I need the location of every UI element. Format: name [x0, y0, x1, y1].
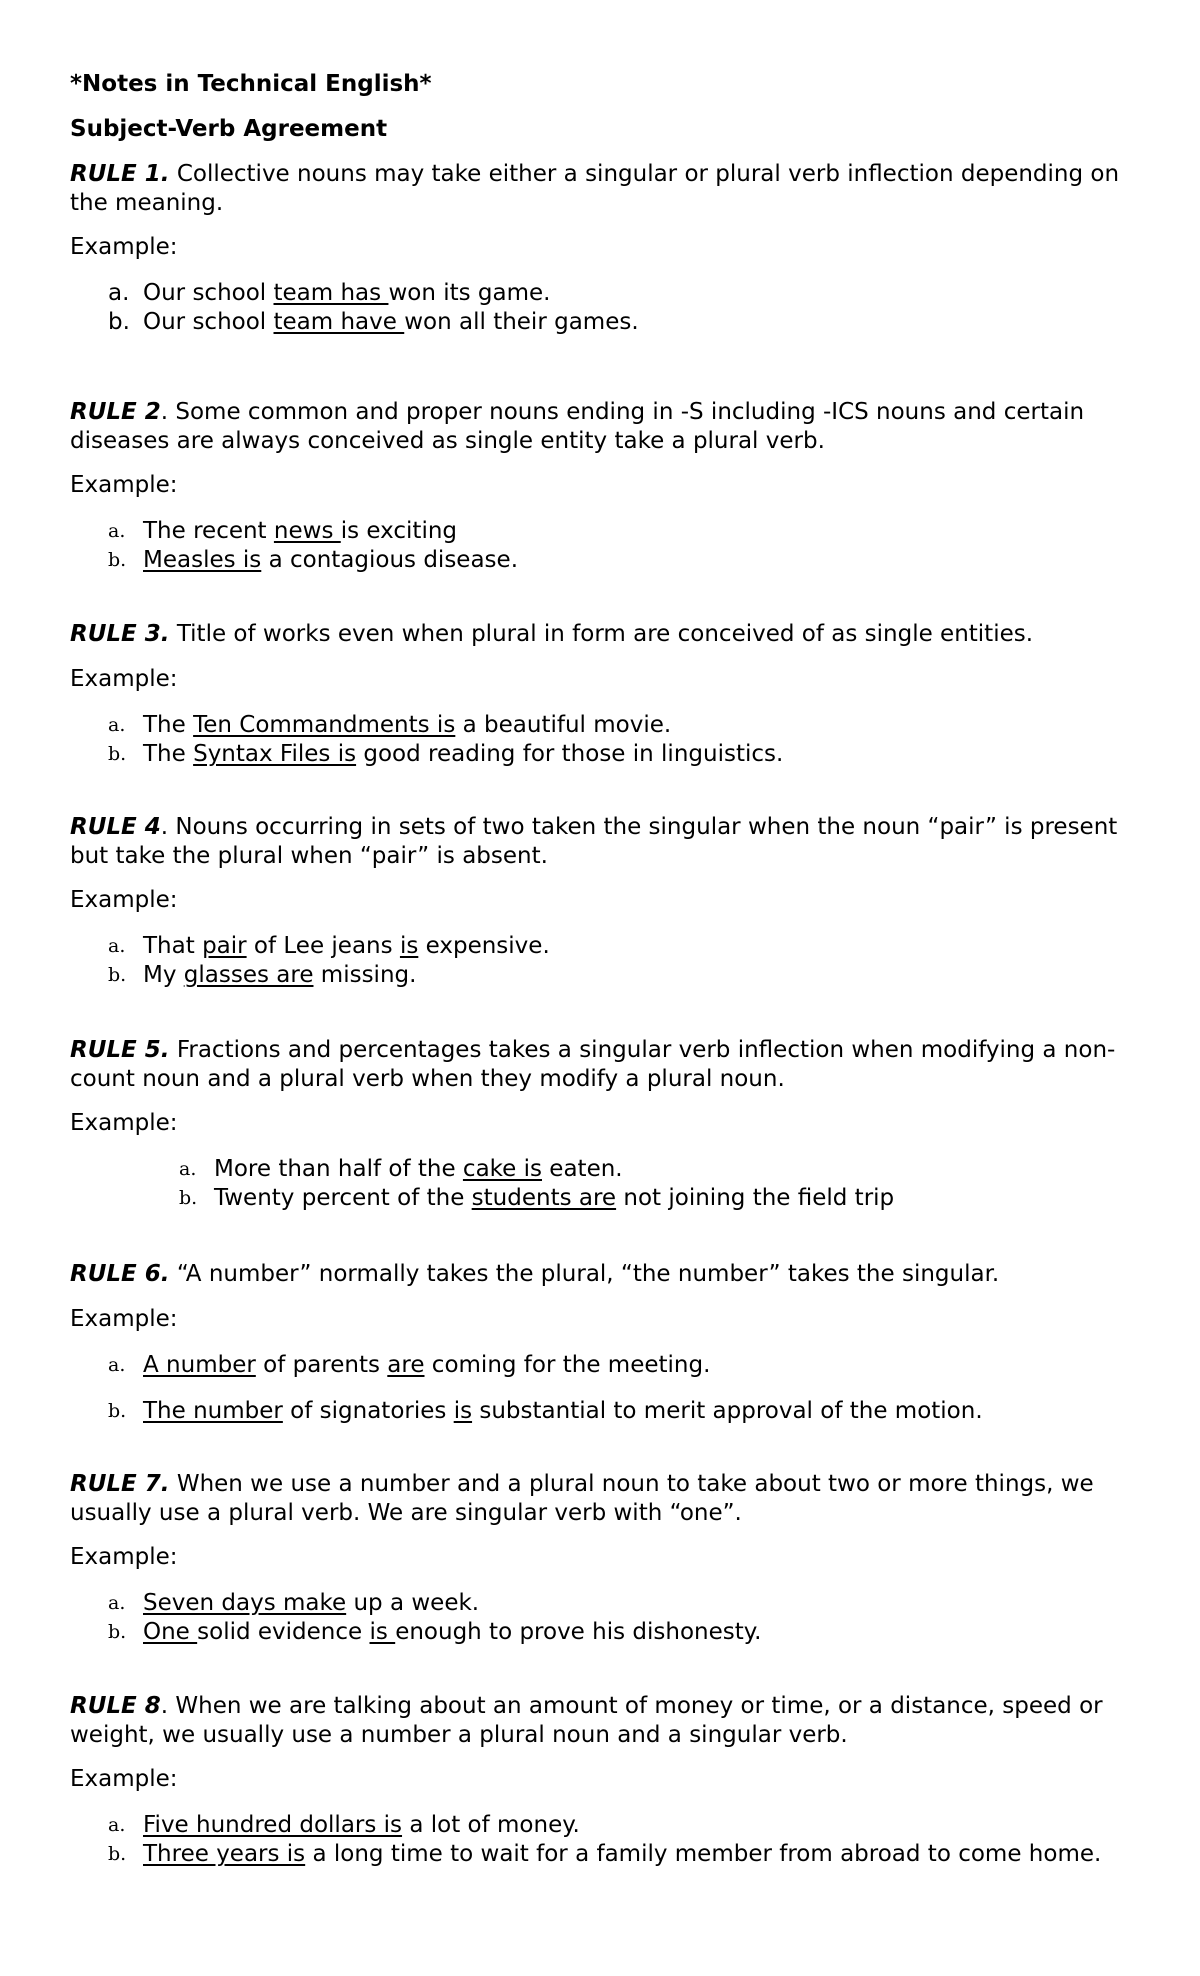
example-marker: a. — [108, 935, 126, 957]
underlined-phrase: A number — [143, 1352, 256, 1378]
rule-1-examples — [108, 279, 639, 337]
example-item — [108, 1351, 983, 1380]
example-text: eaten. — [542, 1156, 623, 1182]
example-text: enough to prove his dishonesty. — [395, 1619, 762, 1645]
example-text: My — [143, 962, 184, 988]
example-marker: a. — [108, 1354, 126, 1376]
underlined-phrase: Three years is — [143, 1841, 306, 1867]
rule-3 — [70, 620, 1150, 649]
example-marker: a. — [108, 520, 126, 542]
example-item — [108, 546, 518, 575]
example-text: of signatories — [282, 1398, 454, 1424]
example-item — [108, 1618, 761, 1647]
underlined-phrase: The number — [143, 1398, 283, 1424]
rule-5-label: RULE 5. — [70, 1037, 170, 1063]
example-text: The recent — [143, 518, 274, 544]
rule-4-examples — [108, 932, 550, 990]
example-text: Our school — [143, 280, 274, 306]
example-marker: b. — [179, 1187, 198, 1209]
example-item — [108, 711, 783, 740]
rule-6-examples — [108, 1351, 983, 1426]
rule-6-example-label: Example: — [70, 1306, 178, 1332]
section-heading: Subject-Verb Agreement — [70, 116, 388, 142]
rule-7-label: RULE 7. — [70, 1471, 170, 1497]
example-text: a long time to wait for a family member from abroad to come home. — [305, 1841, 1102, 1867]
example-marker: a. — [108, 280, 130, 306]
example-text: coming for the meeting. — [424, 1352, 711, 1378]
underlined-phrase: team have — [273, 309, 405, 335]
example-text: solid evidence — [197, 1619, 370, 1645]
rule-8-label: RULE 8 — [70, 1693, 161, 1719]
rule-4-text: . Nouns occurring in sets of two taken the singular when the noun “pair” is present but take the plural when “pair” is absent. — [70, 814, 1118, 869]
rule-4 — [70, 813, 1150, 871]
example-text: won all their games. — [404, 309, 639, 335]
example-marker: b. — [108, 549, 127, 571]
rule-3-example-label: Example: — [70, 666, 178, 692]
rule-4-label: RULE 4 — [70, 814, 161, 840]
example-text: Twenty percent of the — [214, 1185, 472, 1211]
example-item — [179, 1184, 894, 1213]
rule-1-example-label: Example: — [70, 234, 178, 260]
example-marker: b. — [108, 309, 130, 335]
rule-4-example-label: Example: — [70, 887, 178, 913]
rule-8-examples — [108, 1811, 1123, 1869]
underlined-phrase: Syntax Files is — [193, 741, 357, 767]
underlined-phrase: is — [453, 1398, 473, 1424]
underlined-phrase: cake is — [462, 1156, 542, 1182]
example-marker: a. — [108, 714, 126, 736]
example-marker: a. — [108, 1592, 126, 1614]
underlined-phrase: news — [273, 518, 341, 544]
example-item — [108, 517, 518, 546]
rule-8-example-label: Example: — [70, 1766, 178, 1792]
example-text: More than half of the — [214, 1156, 463, 1182]
underlined-phrase: Measles is — [143, 547, 262, 573]
rule-5-examples — [179, 1155, 894, 1213]
underlined-phrase: team has — [273, 280, 389, 306]
rule-2 — [70, 398, 1150, 456]
underlined-phrase: is — [369, 1619, 396, 1645]
underlined-phrase: are — [387, 1352, 425, 1378]
underlined-phrase: is — [399, 933, 419, 959]
example-text: good reading for those in linguistics. — [356, 741, 784, 767]
example-item — [108, 932, 550, 961]
rule-3-text: Title of works even when plural in form are conceived of as single entities. — [169, 621, 1034, 647]
example-item — [179, 1155, 894, 1184]
example-text: The — [143, 712, 194, 738]
example-item — [108, 961, 550, 990]
rule-3-examples — [108, 711, 783, 769]
underlined-phrase: glasses are — [183, 962, 314, 988]
example-text: won its game. — [388, 280, 551, 306]
underlined-phrase: Five hundred dollars is — [143, 1812, 403, 1838]
rule-7 — [70, 1470, 1150, 1528]
example-marker: b. — [108, 1843, 127, 1865]
rule-1-label: RULE 1. — [70, 161, 170, 187]
rule-8 — [70, 1692, 1150, 1750]
rule-2-example-label: Example: — [70, 472, 178, 498]
example-marker: b. — [108, 964, 127, 986]
underlined-phrase: Seven days make — [143, 1590, 347, 1616]
example-text: The — [143, 741, 194, 767]
rule-5 — [70, 1036, 1150, 1094]
example-text: expensive. — [418, 933, 550, 959]
example-text: a contagious disease. — [261, 547, 518, 573]
example-text: That — [143, 933, 203, 959]
rule-2-examples — [108, 517, 518, 575]
underlined-phrase: students are — [471, 1185, 617, 1211]
underlined-phrase: One — [143, 1619, 198, 1645]
underlined-phrase: pair — [202, 933, 247, 959]
example-text: Our school — [143, 309, 274, 335]
rule-2-text: . Some common and proper nouns ending in -S including -ICS nouns and certain diseases are always conceived as single entity take a plural verb. — [70, 399, 1085, 454]
rule-7-text: When we use a number and a plural noun to take about two or more things, we usually use a plural verb. We are singular verb with “one”. — [70, 1471, 1094, 1526]
example-item — [108, 308, 639, 337]
rule-2-label: RULE 2 — [70, 399, 161, 425]
example-text: up a week. — [346, 1590, 480, 1616]
example-marker: b. — [108, 1400, 127, 1422]
rule-6-text: “A number” normally takes the plural, “the number” takes the singular. — [169, 1261, 1000, 1287]
example-item — [108, 1397, 983, 1426]
example-item — [108, 1811, 1123, 1840]
rule-5-example-label: Example: — [70, 1110, 178, 1136]
rule-5-text: Fractions and percentages takes a singular verb inflection when modifying a non-count noun and a plural verb when they modify a plural noun. — [70, 1037, 1116, 1092]
example-item — [108, 279, 639, 308]
example-text: is exciting — [340, 518, 458, 544]
rule-7-examples — [108, 1589, 761, 1647]
rule-6 — [70, 1260, 1150, 1289]
rule-1-text: Collective nouns may take either a singular or plural verb inflection depending on the meaning. — [70, 161, 1120, 216]
example-text: a beautiful movie. — [455, 712, 672, 738]
example-item — [108, 1589, 761, 1618]
example-marker: b. — [108, 743, 127, 765]
example-marker: b. — [108, 1621, 127, 1643]
document-title: *Notes in Technical English* — [70, 71, 432, 97]
example-text: of Lee jeans — [246, 933, 400, 959]
example-text: a lot of money. — [402, 1812, 580, 1838]
rule-7-example-label: Example: — [70, 1544, 178, 1570]
example-text: substantial to merit approval of the motion. — [472, 1398, 983, 1424]
example-item — [108, 740, 783, 769]
rule-8-text: . When we are talking about an amount of money or time, or a distance, speed or weight, we usually use a number a plural noun and a singular verb. — [70, 1693, 1103, 1748]
example-text: of parents — [255, 1352, 388, 1378]
example-text: missing. — [313, 962, 417, 988]
example-marker: a. — [108, 1814, 126, 1836]
example-item — [108, 1840, 1123, 1869]
example-text: not joining the field trip — [616, 1185, 895, 1211]
rule-1 — [70, 160, 1150, 218]
example-marker: a. — [179, 1158, 197, 1180]
underlined-phrase: Ten Commandments is — [193, 712, 456, 738]
rule-3-label: RULE 3. — [70, 621, 170, 647]
rule-6-label: RULE 6. — [70, 1261, 170, 1287]
